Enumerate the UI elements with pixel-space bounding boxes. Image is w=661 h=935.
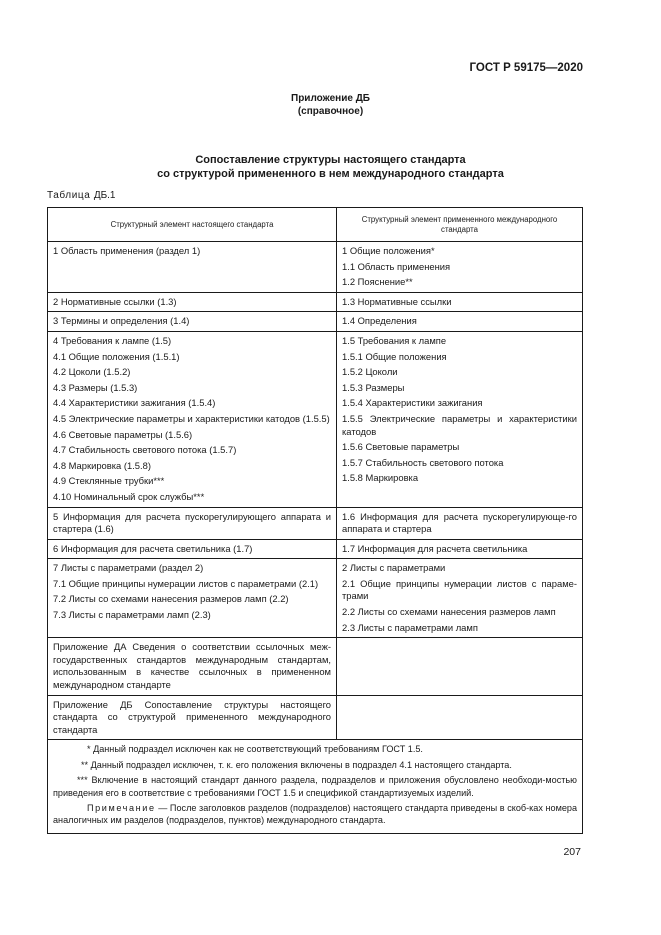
cell-line: 1.1 Область применения bbox=[342, 260, 451, 272]
document-code: ГОСТ Р 59175—2020 bbox=[469, 62, 583, 74]
cell-line: 7 Листы с параметрами (раздел 2) bbox=[53, 562, 204, 574]
cell-line: 4.9 Стеклянные трубки*** bbox=[53, 475, 165, 487]
cell-line: 4.6 Световые параметры (1.5.6) bbox=[53, 428, 193, 440]
footnote-3: *** Включение в настоящий стандарт данного раздела, подразделов и приложения обусловлено необходи-мостью приведения его в соответствие с требованиями ГОСТ 1.5 и спецификой стандартизуемых изделий. bbox=[53, 775, 577, 798]
cell-line: 1 Область применения (раздел 1) bbox=[53, 245, 201, 256]
table-header-row bbox=[48, 208, 583, 242]
table-row bbox=[48, 507, 583, 539]
cell-line: 1.5.8 Маркировка bbox=[342, 472, 419, 484]
cell-international-standard bbox=[337, 559, 583, 638]
cell-international-standard bbox=[337, 539, 583, 559]
cell-line: 4 Требования к лампе (1.5) bbox=[53, 334, 172, 346]
cell-line: 1.5.7 Стабильность светового потока bbox=[342, 456, 504, 468]
table-row bbox=[48, 559, 583, 638]
cell-line: 3 Термины и определения (1.4) bbox=[53, 315, 190, 327]
cell-line: 5 Информация для расчета пускорегулирующего аппарата и стартера (1.6) bbox=[53, 510, 331, 535]
cell-this-standard bbox=[48, 559, 337, 638]
header-cell-this-standard: Структурный элемент настоящего стандарта bbox=[48, 208, 337, 242]
cell-line: 4.8 Маркировка (1.5.8) bbox=[53, 459, 151, 471]
cell-line: Приложение ДБ Сопоставление структуры настоящего стандарта со структурой примененного международного стандарта bbox=[53, 698, 331, 735]
cell-international-standard bbox=[337, 242, 583, 293]
header-cell-international-standard: Структурный элемент примененного международного стандарта bbox=[337, 208, 583, 242]
cell-line: 2.3 Листы с параметрами ламп bbox=[342, 621, 478, 633]
table-row bbox=[48, 638, 583, 695]
cell-line: 1.5.5 Электрические параметры и характеристики катодов bbox=[342, 412, 577, 437]
cell-line: 2.2 Листы со схемами нанесения размеров ламп bbox=[342, 606, 556, 618]
cell-line: 7.1 Общие принципы нумерации листов с параметрами (2.1) bbox=[53, 577, 319, 589]
cell-line: 1.7 Информация для расчета светильника bbox=[342, 542, 528, 554]
cell-this-standard bbox=[48, 292, 337, 312]
table-label-word: Таблица bbox=[47, 190, 91, 201]
cell-line: 4.4 Характеристики зажигания (1.5.4) bbox=[53, 397, 216, 409]
table-note bbox=[53, 802, 577, 827]
note-text: — После заголовков разделов (подразделов) настоящего стандарта приведены в скоб-ках номера аналогичных им разделов (подразделов, пунктов) международного стандарта. bbox=[53, 803, 577, 826]
cell-this-standard bbox=[48, 242, 337, 293]
cell-line: 2.1 Общие принципы нумерации листов с параме-трами bbox=[342, 577, 577, 602]
cell-this-standard bbox=[48, 695, 337, 740]
cell-international-standard bbox=[337, 695, 583, 740]
section-title-line-1: Сопоставление структуры настоящего стандарта bbox=[195, 154, 466, 166]
cell-line: 2 Листы с параметрами bbox=[342, 562, 446, 574]
cell-international-standard bbox=[337, 638, 583, 695]
table-body bbox=[48, 242, 583, 740]
cell-this-standard bbox=[48, 539, 337, 559]
cell-this-standard bbox=[48, 312, 337, 332]
cell-line: 1.5.2 Цоколи bbox=[342, 366, 398, 378]
cell-line: 4.2 Цоколи (1.5.2) bbox=[53, 366, 131, 378]
cell-international-standard bbox=[337, 507, 583, 539]
cell-line: Приложение ДА Сведения о соответствии ссылочных меж-государственных стандартов международным стандартам, использованным в качестве ссылочных в примененном международном стандарте bbox=[53, 641, 331, 691]
section-title-line-2: со структурой примененного в нем международного стандарта bbox=[157, 168, 504, 180]
cell-international-standard bbox=[337, 312, 583, 332]
cell-line: 4.1 Общие положения (1.5.1) bbox=[53, 350, 180, 362]
cell-line: 4.5 Электрические параметры и характеристики катодов (1.5.5) bbox=[53, 412, 330, 424]
comparison-table bbox=[47, 207, 583, 834]
cell-line: 6 Информация для расчета светильника (1.7) bbox=[53, 542, 253, 554]
cell-this-standard bbox=[48, 638, 337, 695]
cell-line: 7.3 Листы с параметрами ламп (2.3) bbox=[53, 609, 211, 621]
cell-line: 1.5 Требования к лампе bbox=[342, 334, 447, 346]
cell-this-standard bbox=[48, 507, 337, 539]
table-row bbox=[48, 242, 583, 293]
table-row bbox=[48, 292, 583, 312]
page-number: 207 bbox=[563, 846, 581, 858]
cell-line: 1.4 Определения bbox=[342, 315, 417, 327]
table-row bbox=[48, 695, 583, 740]
cell-line: 4.10 Номинальный срок службы*** bbox=[53, 490, 205, 502]
cell-international-standard bbox=[337, 331, 583, 507]
cell-line: 1.2 Пояснение** bbox=[342, 276, 413, 288]
cell-this-standard bbox=[48, 331, 337, 507]
footnote-1: * Данный подраздел исключен как не соответствующий требованиям ГОСТ 1.5. bbox=[87, 744, 423, 755]
table-row bbox=[48, 539, 583, 559]
appendix-heading bbox=[0, 92, 661, 118]
table-label bbox=[47, 190, 116, 201]
cell-international-standard bbox=[337, 292, 583, 312]
cell-line: 1.3 Нормативные ссылки bbox=[342, 295, 452, 307]
footnotes-row bbox=[48, 740, 583, 833]
footnote-2: ** Данный подраздел исключен, т. к. его положения включены в подраздел 4.1 настоящего стандарта. bbox=[81, 759, 512, 770]
cell-line: 1.5.1 Общие положения bbox=[342, 350, 447, 362]
cell-line: 1.5.6 Световые параметры bbox=[342, 441, 460, 453]
footnotes-cell bbox=[48, 740, 583, 833]
cell-line: 1.6 Информация для расчета пускорегулирующе-го аппарата и стартера bbox=[342, 510, 577, 535]
section-title bbox=[0, 153, 661, 181]
cell-line: 1.5.4 Характеристики зажигания bbox=[342, 397, 483, 409]
cell-line: 7.2 Листы со схемами нанесения размеров ламп (2.2) bbox=[53, 593, 289, 605]
cell-line: 1.5.3 Размеры bbox=[342, 381, 405, 393]
note-label: Примечание bbox=[87, 803, 156, 814]
appendix-subtitle: (справочное) bbox=[297, 106, 364, 117]
table-row bbox=[48, 331, 583, 507]
cell-line: 1 Общие положения* bbox=[342, 245, 435, 256]
table-row bbox=[48, 312, 583, 332]
cell-line: 4.7 Стабильность светового потока (1.5.7) bbox=[53, 444, 237, 456]
cell-line: 2 Нормативные ссылки (1.3) bbox=[53, 295, 177, 307]
appendix-title: Приложение ДБ bbox=[291, 93, 370, 104]
cell-line: 4.3 Размеры (1.5.3) bbox=[53, 381, 138, 393]
table-label-number: ДБ.1 bbox=[93, 190, 116, 201]
